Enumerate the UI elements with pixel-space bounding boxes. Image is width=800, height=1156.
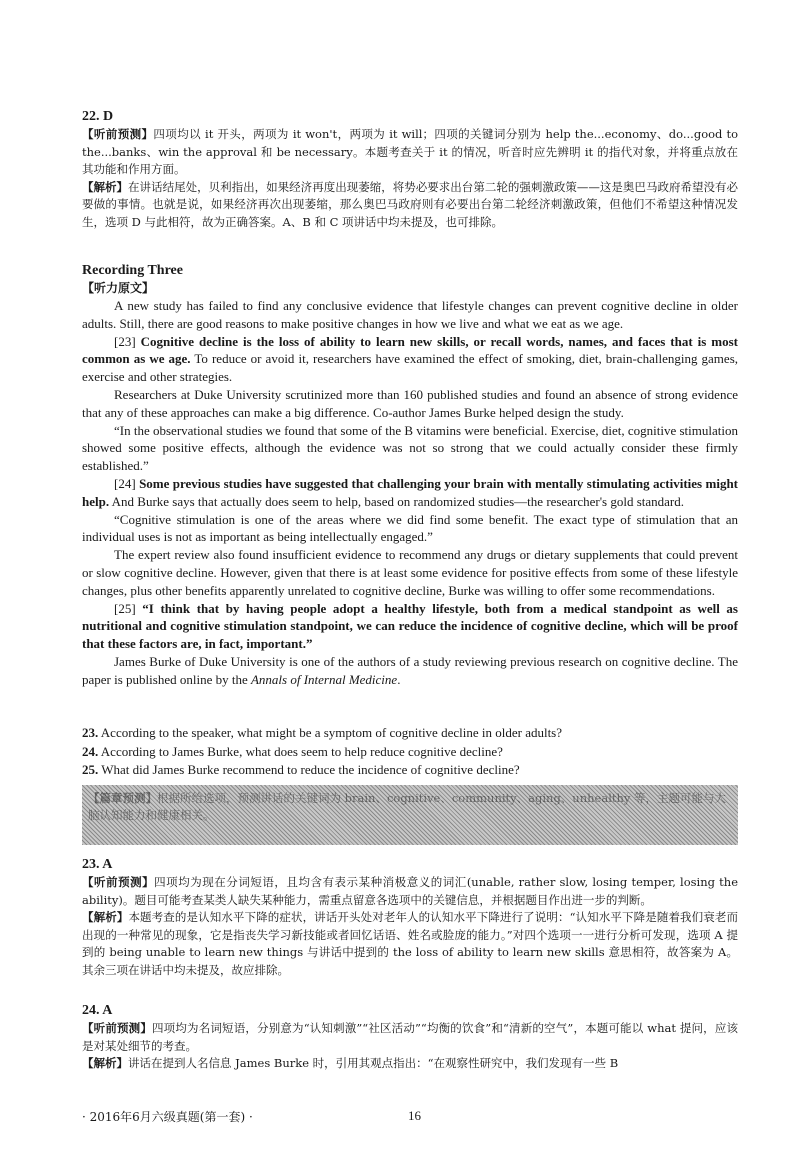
transcript-paragraph-6: “Cognitive stimulation is one of the areas where we did find some benefit. The exact type of stimulation that an individual uses is not as important as being intellectually engaged.”: [82, 511, 738, 545]
answer-24-prediction: 【听前预测】四项均为名词短语，分别意为“认知刺激”“社区活动”“均衡的饮食”和“清新的空气”，本题可能以 what 提问，应该是对某处细节的考查。: [82, 1021, 738, 1053]
answer-22-analysis: 【解析】在讲话结尾处，贝利指出，如果经济再度出现萎缩，将势必要求出台第二轮的强刺激政策——这是奥巴马政府希望没有必要做的事情。也就是说，如果经济再次出现萎缩，那么奥巴马政府则有必要出台第二轮经济刺激政策，但他们不希望这种情况发生，选项 D 与此相符，故为正确答案。A、B 和 C 项讲话中均未提及，也可排除。: [82, 179, 739, 229]
answer-23-number: 23. A: [82, 857, 113, 872]
passage-prediction-box: [82, 785, 738, 845]
question-list: [82, 724, 738, 780]
answer-24-number: 24. A: [82, 1003, 113, 1018]
transcript-paragraph-5: [24] Some previous studies have suggested that challenging your brain with mentally stimulating activities might help. And Burke says that actually does seem to help, based on randomized studies—the researcher's gold standard.: [82, 475, 739, 509]
answer-23-section: [82, 856, 738, 979]
transcript-paragraph-3: Researchers at Duke University scrutinized more than 160 published studies and found an absence of strong evidence that any of these approaches can make a big difference. Co-author James Burke helped design the study.: [82, 386, 738, 420]
transcript-paragraph-8: [25] “I think that by having people adopt a healthy lifestyle, both from a medical standpoint as well as nutritional and cognitive stimulation standpoint, we can reduce the incidence of cognitive decline, which will be proof that these factors are, in fact, important.”: [82, 600, 738, 652]
answer-22-section: [82, 108, 738, 231]
transcript-paragraph-2: [23] Cognitive decline is the loss of ability to learn new skills, or recall words, names, and faces that is most common as we age. To reduce or avoid it, researchers have examined the effect of smoking, diet, brain-challenging games, exercise and other strategies.: [82, 333, 738, 385]
answer-24-section: [82, 1002, 738, 1073]
answer-24-analysis: 【解析】讲话在提到人名信息 James Burke 时，引用其观点指出：“在观察性研究中，我们发现有一些 B: [82, 1056, 619, 1070]
passage-prediction-tag: 【篇章预测】: [88, 791, 157, 805]
question-item: 25. What did James Burke recommend to reduce the incidence of cognitive decline?: [82, 762, 520, 777]
transcript-paragraph-4: “In the observational studies we found that some of the B vitamins were beneficial. Exercise, diet, cognitive stimulation showed some positive effects, although the evidence was not so strong that we could actually consider these firmly established.”: [82, 422, 738, 474]
answer-22-prediction: 【听前预测】四项均以 it 开头，两项为 it won't，两项为 it will；四项的关键词分别为 help the...economy、do...good to the...banks、win the approval 和 be necessary。本题考查关于 it 的情况，听音时应先辨明 it 的指代对象，并将重点放在其功能和作用方面。: [82, 127, 739, 176]
answer-23-prediction: 【听前预测】四项均为现在分词短语，且均含有表示某种消极意义的词汇(unable, rather slow, losing temper, losing the ability)。题目可能考查某类人缺失某种能力，需重点留意各选项中的关键信息，并根据题目作出进一步的判断。: [82, 875, 739, 907]
recording-three-section: [82, 262, 738, 689]
page-footer: · 2016年6月六级真题(第一套) ·: [82, 1110, 253, 1124]
transcript-paragraph-1: A new study has failed to find any conclusive evidence that lifestyle changes can prevent cognitive decline in older adults. Still, there are good reasons to make positive changes in how we live and what we eat as we age.: [82, 298, 738, 331]
transcript-heading: 【听力原文】: [82, 281, 155, 295]
question-item: 23. According to the speaker, what might be a symptom of cognitive decline in older adults?: [82, 725, 563, 740]
answer-23-analysis: 【解析】本题考查的是认知水平下降的症状，讲话开头处对老年人的认知水平下降进行了说明：“认知水平下降是随着我们衰老而出现的一种常见的现象，它是指丧失学习新技能或者回忆话语、姓名或脸庞的能力。”对四个选项一一进行分析可发现，选项 A 提到的 being unable to learn new things 与讲话中提到的 the loss of ability to learn new skills 意思相符，故答案为 A。其余三项在讲话中均未提及，故应排除。: [82, 910, 738, 977]
recording-title: Recording Three: [82, 263, 183, 278]
passage-prediction-text: 根据所给选项，预测讲话的关键词为 brain、cognitive、community、aging、unhealthy 等，主题可能与大脑认知能力和健康相关。: [88, 791, 727, 822]
answer-22-number: 22. D: [82, 109, 114, 124]
question-item: 24. According to James Burke, what does seem to help reduce cognitive decline?: [82, 743, 503, 759]
page-number: 16: [408, 1108, 421, 1123]
transcript-paragraph-7: The expert review also found insufficient evidence to recommend any drugs or dietary supplements that could prevent or slow cognitive decline. However, given that there is at least some evidence for positive effects from some of these lifestyle changes, plus other benefits apparently unrelated to cognitive decline, Burke was willing to offer some recommendations.: [82, 547, 738, 598]
transcript-paragraph-9: James Burke of Duke University is one of the authors of a study reviewing previous research on cognitive decline. The paper is published online by the Annals of Internal Medicine.: [82, 653, 738, 687]
